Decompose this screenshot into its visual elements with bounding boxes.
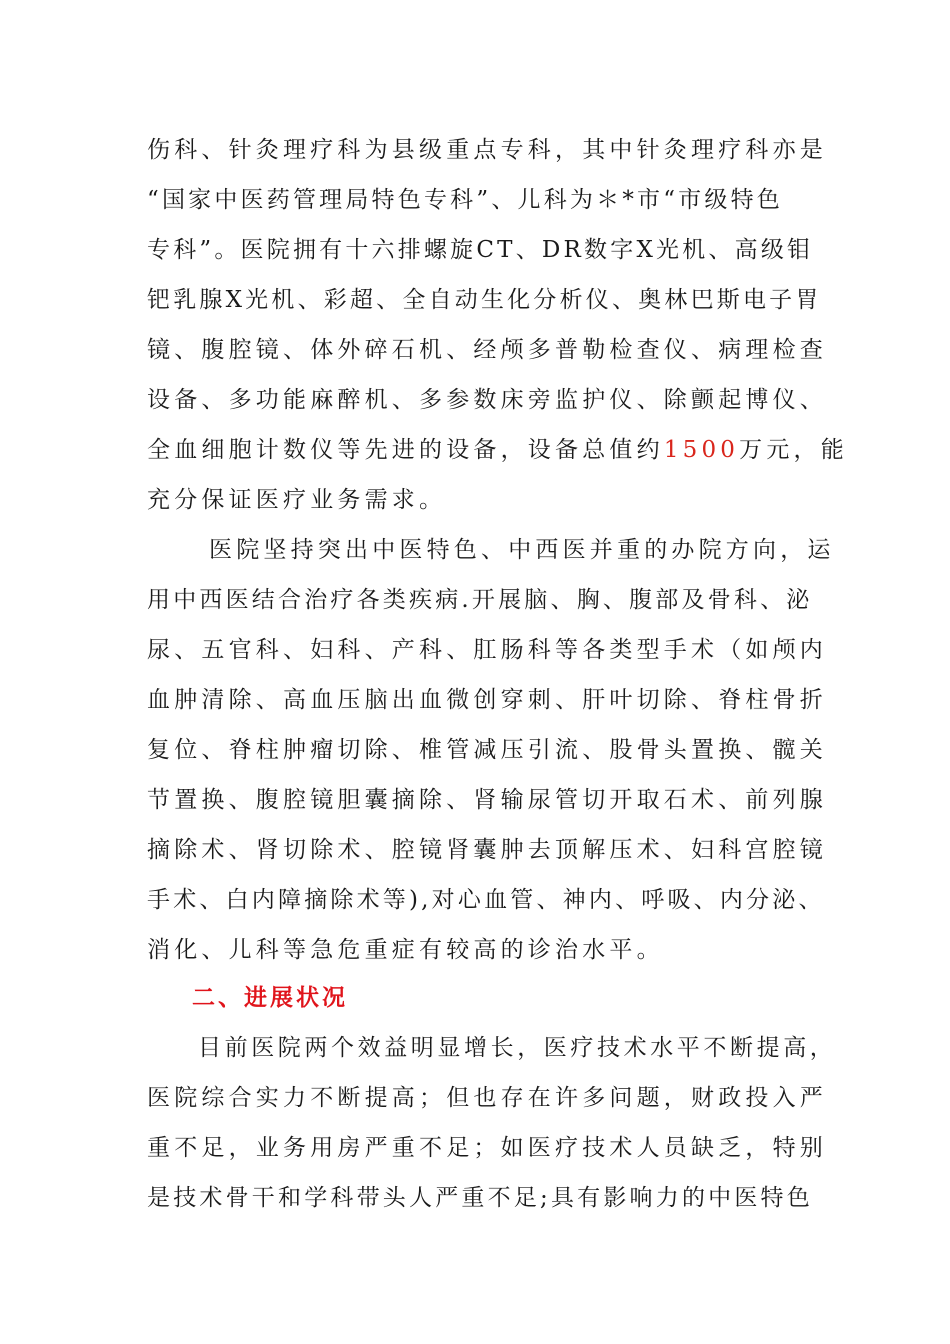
paragraph-line: 尿、五官科、妇科、产科、肛肠科等各类型手术（如颅内 xyxy=(147,637,827,663)
paragraph-line: 重不足，业务用房严重不足；如医疗技术人员缺乏，特别 xyxy=(147,1135,827,1161)
paragraph-line: 消化、儿科等急危重症有较高的诊治水平。 xyxy=(147,937,664,963)
paragraph-line: 设备、多功能麻醉机、多参数床旁监护仪、除颤起博仪、 xyxy=(147,387,827,413)
equipment-value-suffix: 万元，能 xyxy=(739,437,848,463)
paragraph-line: 钯乳腺X光机、彩超、全自动生化分析仪、奥林巴斯电子胃 xyxy=(147,287,822,313)
paragraph-line: 节置换、腹腔镜胆囊摘除、肾输尿管切开取石术、前列腺 xyxy=(147,787,827,813)
equipment-value-amount: 1500 xyxy=(663,437,740,463)
equipment-value-prefix: 全血细胞计数仪等先进的设备，设备总值约 xyxy=(147,437,664,463)
paragraph-line: 医院综合实力不断提高；但也存在许多问题，财政投入严 xyxy=(147,1085,827,1111)
paragraph-line: 血肿清除、高血压脑出血微创穿刺、肝叶切除、脊柱骨折 xyxy=(147,687,827,713)
paragraph-line: 是技术骨干和学科带头人严重不足;具有影响力的中医特色 xyxy=(147,1185,813,1211)
paragraph-line: 复位、脊柱肿瘤切除、椎管减压引流、股骨头置换、髋关 xyxy=(147,737,827,763)
paragraph-line: 摘除术、肾切除术、腔镜肾囊肿去顶解压术、妇科宫腔镜 xyxy=(147,837,827,863)
paragraph-line: 用中西医结合治疗各类疾病.开展脑、胸、腹部及骨科、泌 xyxy=(147,587,813,613)
paragraph-line: 充分保证医疗业务需求。 xyxy=(147,487,447,513)
paragraph-line: 手术、白内障摘除术等),对心血管、神内、呼吸、内分泌、 xyxy=(147,887,825,913)
paragraph-line: 伤科、针灸理疗科为县级重点专科，其中针灸理疗科亦是 xyxy=(147,137,827,163)
paragraph-first-line: 医院坚持突出中医特色、中西医并重的办院方向，运 xyxy=(209,537,835,563)
paragraph-line: 专科”。医院拥有十六排螺旋CT、DR数字X光机、高级钼 xyxy=(147,237,814,263)
paragraph-first-line: 目前医院两个效益明显增长，医疗技术水平不断提高， xyxy=(198,1035,837,1061)
equipment-value-line xyxy=(147,430,848,470)
paragraph-line: 镜、腹腔镜、体外碎石机、经颅多普勒检查仪、病理检查 xyxy=(147,337,827,363)
paragraph-line: “国家中医药管理局特色专科”、儿科为＊*市“市级特色 xyxy=(147,187,783,213)
section-heading: 二、进展状况 xyxy=(192,985,348,1011)
